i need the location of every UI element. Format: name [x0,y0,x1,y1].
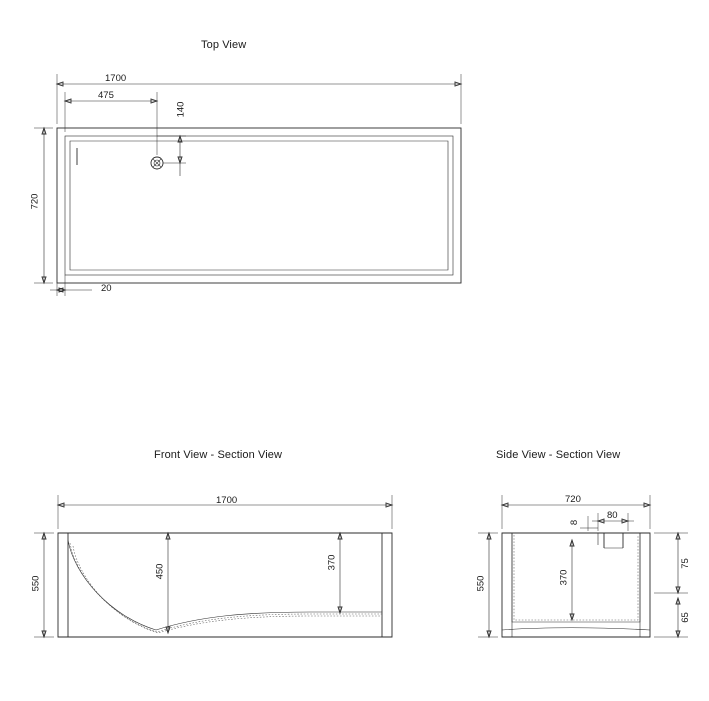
dim-front-inner-depth: 450 [154,563,166,580]
dim-side-thickness: 8 [569,519,581,526]
dim-front-height: 550 [30,575,42,592]
dim-front-end-depth: 370 [326,554,338,571]
dim-top-width: 720 [29,193,41,210]
dim-side-lower-offset: 65 [679,612,691,623]
front-view-title: Front View - Section View [154,449,283,461]
dim-side-inner-depth: 370 [558,569,570,586]
dim-top-waste-y: 140 [175,101,187,118]
dim-top-length: 1700 [105,73,127,84]
side-view-outline [502,533,650,637]
top-view-title: Top View [201,39,247,51]
side-view-title: Side View - Section View [496,449,621,461]
dim-side-upper-offset: 75 [679,558,691,569]
dim-front-length: 1700 [216,495,238,506]
dim-top-waste-x: 475 [98,90,114,101]
dim-side-width: 720 [565,494,581,505]
dim-side-height: 550 [475,575,487,592]
dim-side-overflow: 80 [607,510,618,521]
dim-top-rim: 20 [101,283,112,294]
